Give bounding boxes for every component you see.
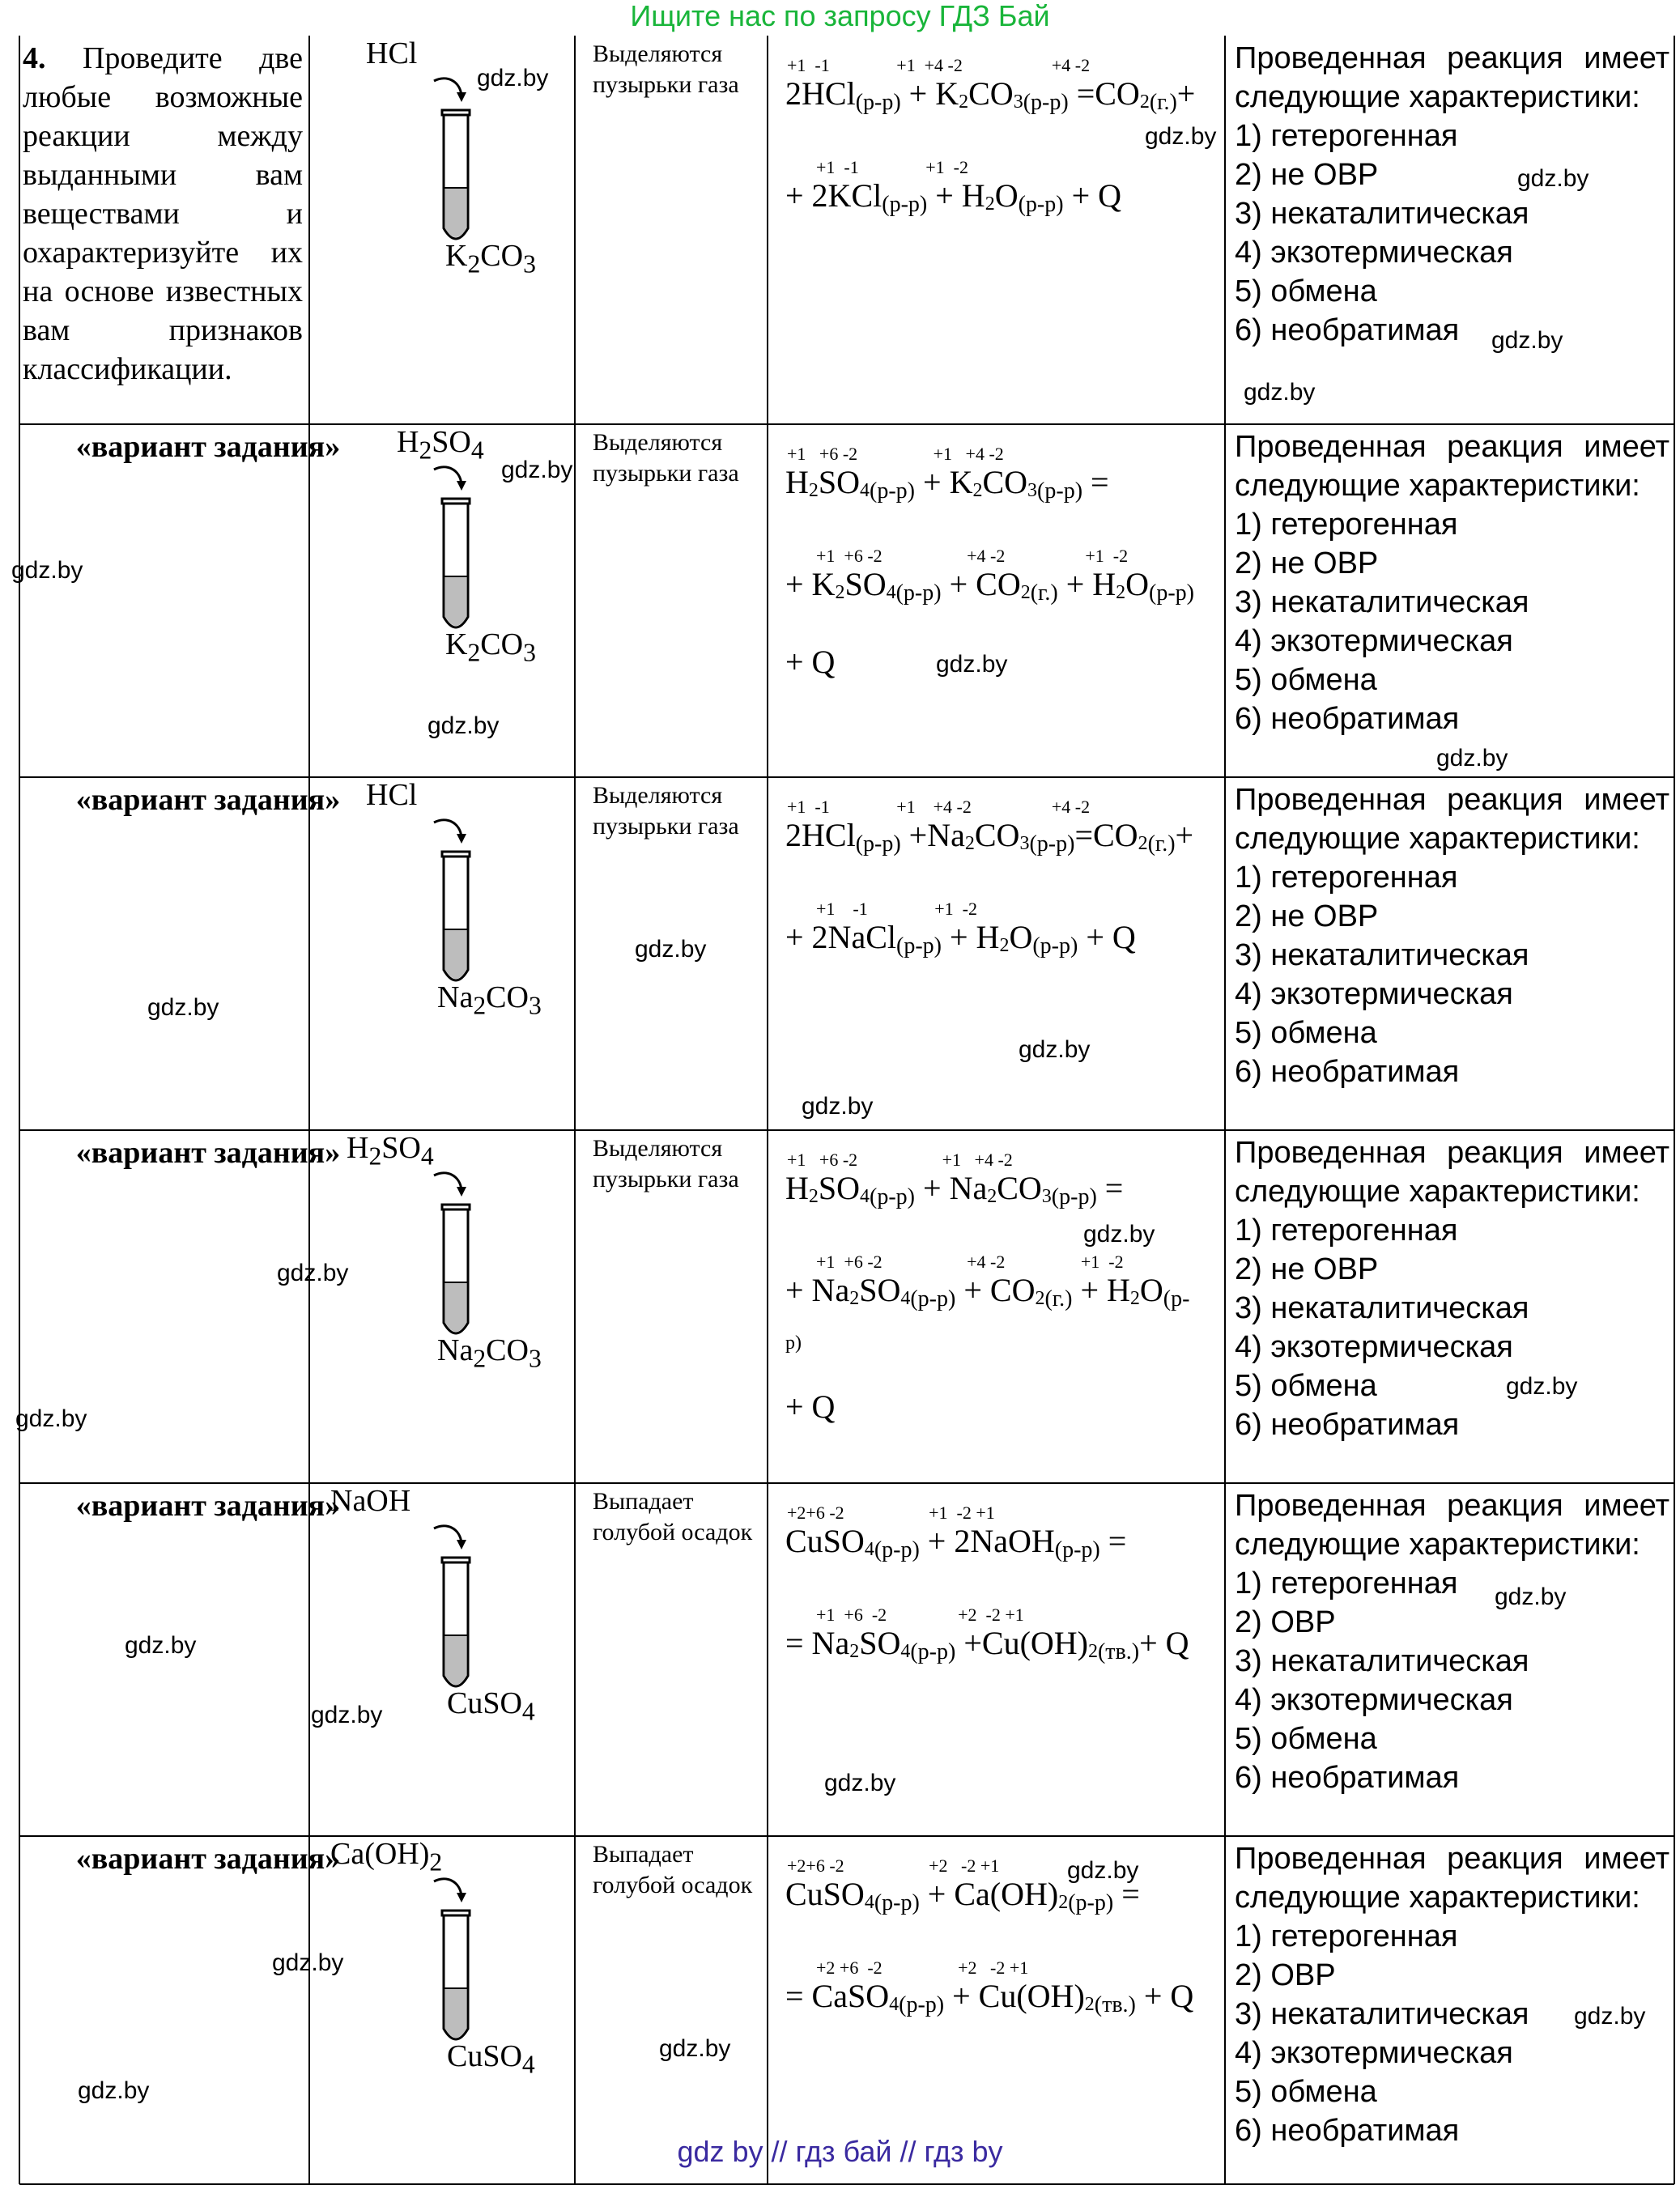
characteristic-item: 1) гетерогенная: [1235, 861, 1458, 895]
reagent-bottom: $K_2CO_3$: [445, 627, 536, 667]
oxidation-states: +1 -1 +1 +4 -2 +4 -2: [787, 797, 1091, 817]
oxidation-states: +1 +6 -2 +4 -2 +1 -2: [816, 546, 1129, 566]
characteristics-heading: Проведенная реакция имеет следующие характеристики:: [1235, 1136, 1669, 1209]
equation-line: $H_2SO_4(р-р) + K_2CO_3(р-р)$ =: [785, 464, 1109, 504]
watermark: gdz.by: [1506, 1373, 1578, 1400]
reagent-bottom: $Na_2CO_3$: [437, 980, 542, 1020]
characteristic-item: 5) обмена: [1235, 663, 1377, 697]
variant-label: «вариант задания»: [75, 430, 341, 464]
watermark: gdz.by: [311, 1702, 383, 1728]
watermark: gdz.by: [936, 651, 1008, 678]
test-tube-icon: [423, 1169, 487, 1355]
characteristic-item: 4) экзотермическая: [1235, 1683, 1513, 1717]
test-tube-icon: [423, 816, 487, 1002]
watermark: gdz.by: [11, 557, 83, 584]
characteristic-item: 5) обмена: [1235, 1369, 1377, 1403]
watermark: gdz.by: [147, 994, 219, 1021]
characteristic-item: 1) гетерогенная: [1235, 1214, 1458, 1248]
equation-line: CuSO$_4$(р-р) + $Ca(OH)_2(р-р)$ =: [785, 1876, 1140, 1915]
reagent-top: $H_2SO_4$: [397, 425, 484, 465]
watermark: gdz.by: [1083, 1221, 1155, 1248]
top-banner-link[interactable]: Ищите нас по запросу ГДЗ Бай: [630, 0, 1050, 32]
oxidation-states: +2 +6 -2 +2 -2 +1: [816, 1958, 1029, 1978]
reagents-cell: [309, 1130, 575, 1483]
equation-line: $2HCl(р-р) + K_2CO_3(р-р) =CO_2(г.)+$: [785, 75, 1196, 115]
watermark: gdz.by: [824, 1770, 896, 1796]
watermark: gdz.by: [802, 1093, 874, 1120]
equation-cell: [768, 1130, 1225, 1483]
table-vline: [1674, 36, 1675, 2184]
characteristic-item: 6) необратимая: [1235, 702, 1460, 736]
characteristics-list: [1235, 39, 1669, 421]
characteristic-item: 4) экзотермическая: [1235, 977, 1513, 1011]
test-tube-icon: [423, 74, 487, 261]
test-tube-icon: [423, 1875, 487, 2061]
characteristic-item: 3) некаталитическая: [1235, 197, 1529, 231]
reagent-top: NaOH: [330, 1484, 411, 1518]
characteristic-item: 4) экзотермическая: [1235, 1330, 1513, 1364]
variant-label: «вариант задания»: [75, 1136, 341, 1170]
equation-line: + $Na_2SO_4(р-р) + CO_2(г.) + H_2O(р-$: [785, 1272, 1190, 1311]
characteristic-item: 2) не ОВР: [1235, 158, 1379, 192]
equation-line: = CaSO$_4$(р-р) + $Cu(OH)_2(тв.) + Q$: [785, 1978, 1194, 2017]
equation-line: + 2NaCl(р-р) + $H_2O(р-р) + Q$: [785, 919, 1136, 959]
watermark: gdz.by: [1067, 1857, 1139, 1884]
oxidation-states: +1 +6 -2 +1 +4 -2: [787, 1150, 1013, 1170]
characteristic-item: 1) гетерогенная: [1235, 119, 1458, 153]
equation-line: CuSO$_4$(р-р) + 2NaOH(р-р) =: [785, 1523, 1127, 1562]
characteristic-item: 5) обмена: [1235, 274, 1377, 308]
equation-line: р): [785, 1333, 802, 1354]
characteristic-item: 3) некаталитическая: [1235, 1997, 1529, 2031]
watermark: gdz.by: [15, 1405, 87, 1432]
watermark: gdz.by: [1244, 379, 1316, 406]
watermark: gdz.by: [477, 65, 549, 91]
equation-cell: [768, 777, 1225, 1130]
test-tube-icon: [423, 463, 487, 649]
characteristic-item: 6) необратимая: [1235, 1761, 1460, 1795]
characteristic-item: 3) некаталитическая: [1235, 585, 1529, 619]
characteristic-item: 6) необратимая: [1235, 2114, 1460, 2148]
watermark: gdz.by: [427, 712, 500, 739]
watermark: gdz.by: [78, 2077, 150, 2104]
equation-line: $H_2SO_4(р-р) + Na_2CO_3(р-р)$ =: [785, 1170, 1124, 1209]
equation-line: = $Na_2SO_4(р-р) +Cu(OH)_2(тв.)+ Q$: [785, 1625, 1189, 1664]
characteristic-item: 2) не ОВР: [1235, 899, 1379, 933]
reagents-cell: [309, 1483, 575, 1836]
equation-line: $2HCl(р-р) +Na_2CO_3(р-р)=CO_2(г.)+$: [785, 817, 1194, 857]
table-vline: [19, 36, 20, 2184]
bottom-banner-links[interactable]: gdz by // гдз бай // гдз by: [677, 2135, 1003, 2168]
task-number: 4.: [23, 41, 46, 75]
variant-label: «вариант задания»: [75, 783, 341, 817]
characteristic-item: 1) гетерогенная: [1235, 1919, 1458, 1953]
characteristic-item: 2) ОВР: [1235, 1605, 1336, 1639]
watermark: gdz.by: [1436, 745, 1508, 772]
characteristic-item: 6) необратимая: [1235, 1408, 1460, 1442]
observation-text: Выделяются пузырьки газа: [593, 40, 739, 98]
characteristic-item: 1) гетерогенная: [1235, 1566, 1458, 1600]
watermark: gdz.by: [272, 1949, 344, 1976]
characteristic-item: 3) некаталитическая: [1235, 1644, 1529, 1678]
reagent-bottom: $Na_2CO_3$: [437, 1333, 542, 1373]
watermark: gdz.by: [659, 2035, 731, 2062]
reagents-cell: [309, 36, 575, 424]
reagent-top: HCl: [366, 778, 418, 812]
characteristics-list: [1235, 427, 1669, 774]
watermark: gdz.by: [1145, 123, 1217, 150]
characteristic-item: 4) экзотермическая: [1235, 624, 1513, 658]
watermark: gdz.by: [501, 457, 573, 483]
characteristic-item: 6) необратимая: [1235, 1055, 1460, 1089]
equation-line: + Q: [785, 1388, 836, 1425]
watermark: gdz.by: [1491, 327, 1563, 354]
observation-text: Выделяются пузырьки газа: [593, 429, 739, 487]
oxidation-states: +1 -1 +1 -2: [816, 157, 968, 177]
variant-label: «вариант задания»: [75, 1489, 341, 1523]
reagents-cell: [309, 1836, 575, 2184]
characteristic-item: 2) ОВР: [1235, 1958, 1336, 1992]
characteristics-list: [1235, 1486, 1669, 1833]
oxidation-states: +1 -1 +1 -2: [816, 899, 977, 919]
task-description: [23, 39, 303, 421]
observation-text: Выделяются пузырьки газа: [593, 782, 739, 840]
watermark: gdz.by: [1495, 1583, 1567, 1610]
equation-line: + $K_2SO_4(р-р) + CO_2(г.) + H_2O(р-р)$: [785, 566, 1195, 606]
watermark: gdz.by: [125, 1632, 197, 1659]
characteristics-heading: Проведенная реакция имеет следующие характеристики:: [1235, 430, 1669, 503]
observation-text: Выпадает голубой осадок: [593, 1841, 753, 1898]
characteristics-heading: Проведенная реакция имеет следующие характеристики:: [1235, 41, 1669, 114]
characteristics-heading: Проведенная реакция имеет следующие характеристики:: [1235, 1489, 1669, 1562]
equation-line: + $2KCl(р-р) + H_2O(р-р) + Q$: [785, 177, 1122, 217]
watermark: gdz.by: [635, 936, 707, 963]
characteristics-list: [1235, 1133, 1669, 1480]
characteristic-item: 2) не ОВР: [1235, 546, 1379, 580]
characteristics-list: [1235, 780, 1669, 1127]
characteristic-item: 5) обмена: [1235, 1016, 1377, 1050]
oxidation-states: +1 -1 +1 +4 -2 +4 -2: [787, 55, 1091, 75]
characteristics-heading: Проведенная реакция имеет следующие характеристики:: [1235, 783, 1669, 856]
characteristic-item: 3) некаталитическая: [1235, 1291, 1529, 1325]
characteristics-heading: Проведенная реакция имеет следующие характеристики:: [1235, 1842, 1669, 1915]
characteristic-item: 4) экзотермическая: [1235, 236, 1513, 270]
oxidation-states: +1 +6 -2 +2 -2 +1: [816, 1605, 1024, 1625]
reagent-bottom: CuSO$_4$: [447, 2039, 535, 2079]
watermark: gdz.by: [1019, 1036, 1091, 1063]
characteristic-item: 1) гетерогенная: [1235, 508, 1458, 542]
characteristic-item: 2) не ОВР: [1235, 1252, 1379, 1286]
observation-text: Выпадает голубой осадок: [593, 1488, 753, 1545]
characteristic-item: 4) экзотермическая: [1235, 2036, 1513, 2070]
watermark: gdz.by: [1517, 165, 1589, 192]
characteristic-item: 6) необратимая: [1235, 313, 1460, 347]
observation-text: Выделяются пузырьки газа: [593, 1135, 739, 1192]
reagent-top: $H_2SO_4$: [347, 1131, 434, 1171]
oxidation-states: +2+6 -2 +1 -2 +1: [787, 1503, 995, 1523]
reagent-top: HCl: [366, 36, 418, 70]
reagent-bottom: $K_2CO_3$: [445, 239, 536, 278]
equation-line: + Q: [785, 644, 836, 680]
characteristic-item: 5) обмена: [1235, 2075, 1377, 2109]
oxidation-states: +2+6 -2 +2 -2 +1: [787, 1856, 1000, 1876]
watermark: gdz.by: [277, 1260, 349, 1286]
task-text: Проведите две любые возможные реакции между выданными вам веществами и охарактеризуйте их на основе известных вам признаков классификации.: [23, 41, 303, 386]
equation-cell: [768, 36, 1225, 424]
test-tube-icon: [423, 1522, 487, 1708]
oxidation-states: +1 +6 -2 +1 +4 -2: [787, 444, 1004, 464]
oxidation-states: +1 +6 -2 +4 -2 +1 -2: [816, 1252, 1124, 1272]
variant-label: «вариант задания»: [75, 1842, 341, 1876]
characteristic-item: 3) некаталитическая: [1235, 938, 1529, 972]
characteristic-item: 5) обмена: [1235, 1722, 1377, 1756]
watermark: gdz.by: [1574, 2003, 1646, 2030]
reagents-cell: [309, 777, 575, 1130]
reagent-top: $Ca(OH)_2$: [330, 1837, 443, 1877]
equation-cell: [768, 424, 1225, 777]
reagent-bottom: CuSO$_4$: [447, 1686, 535, 1726]
equation-cell: [768, 1836, 1225, 2184]
